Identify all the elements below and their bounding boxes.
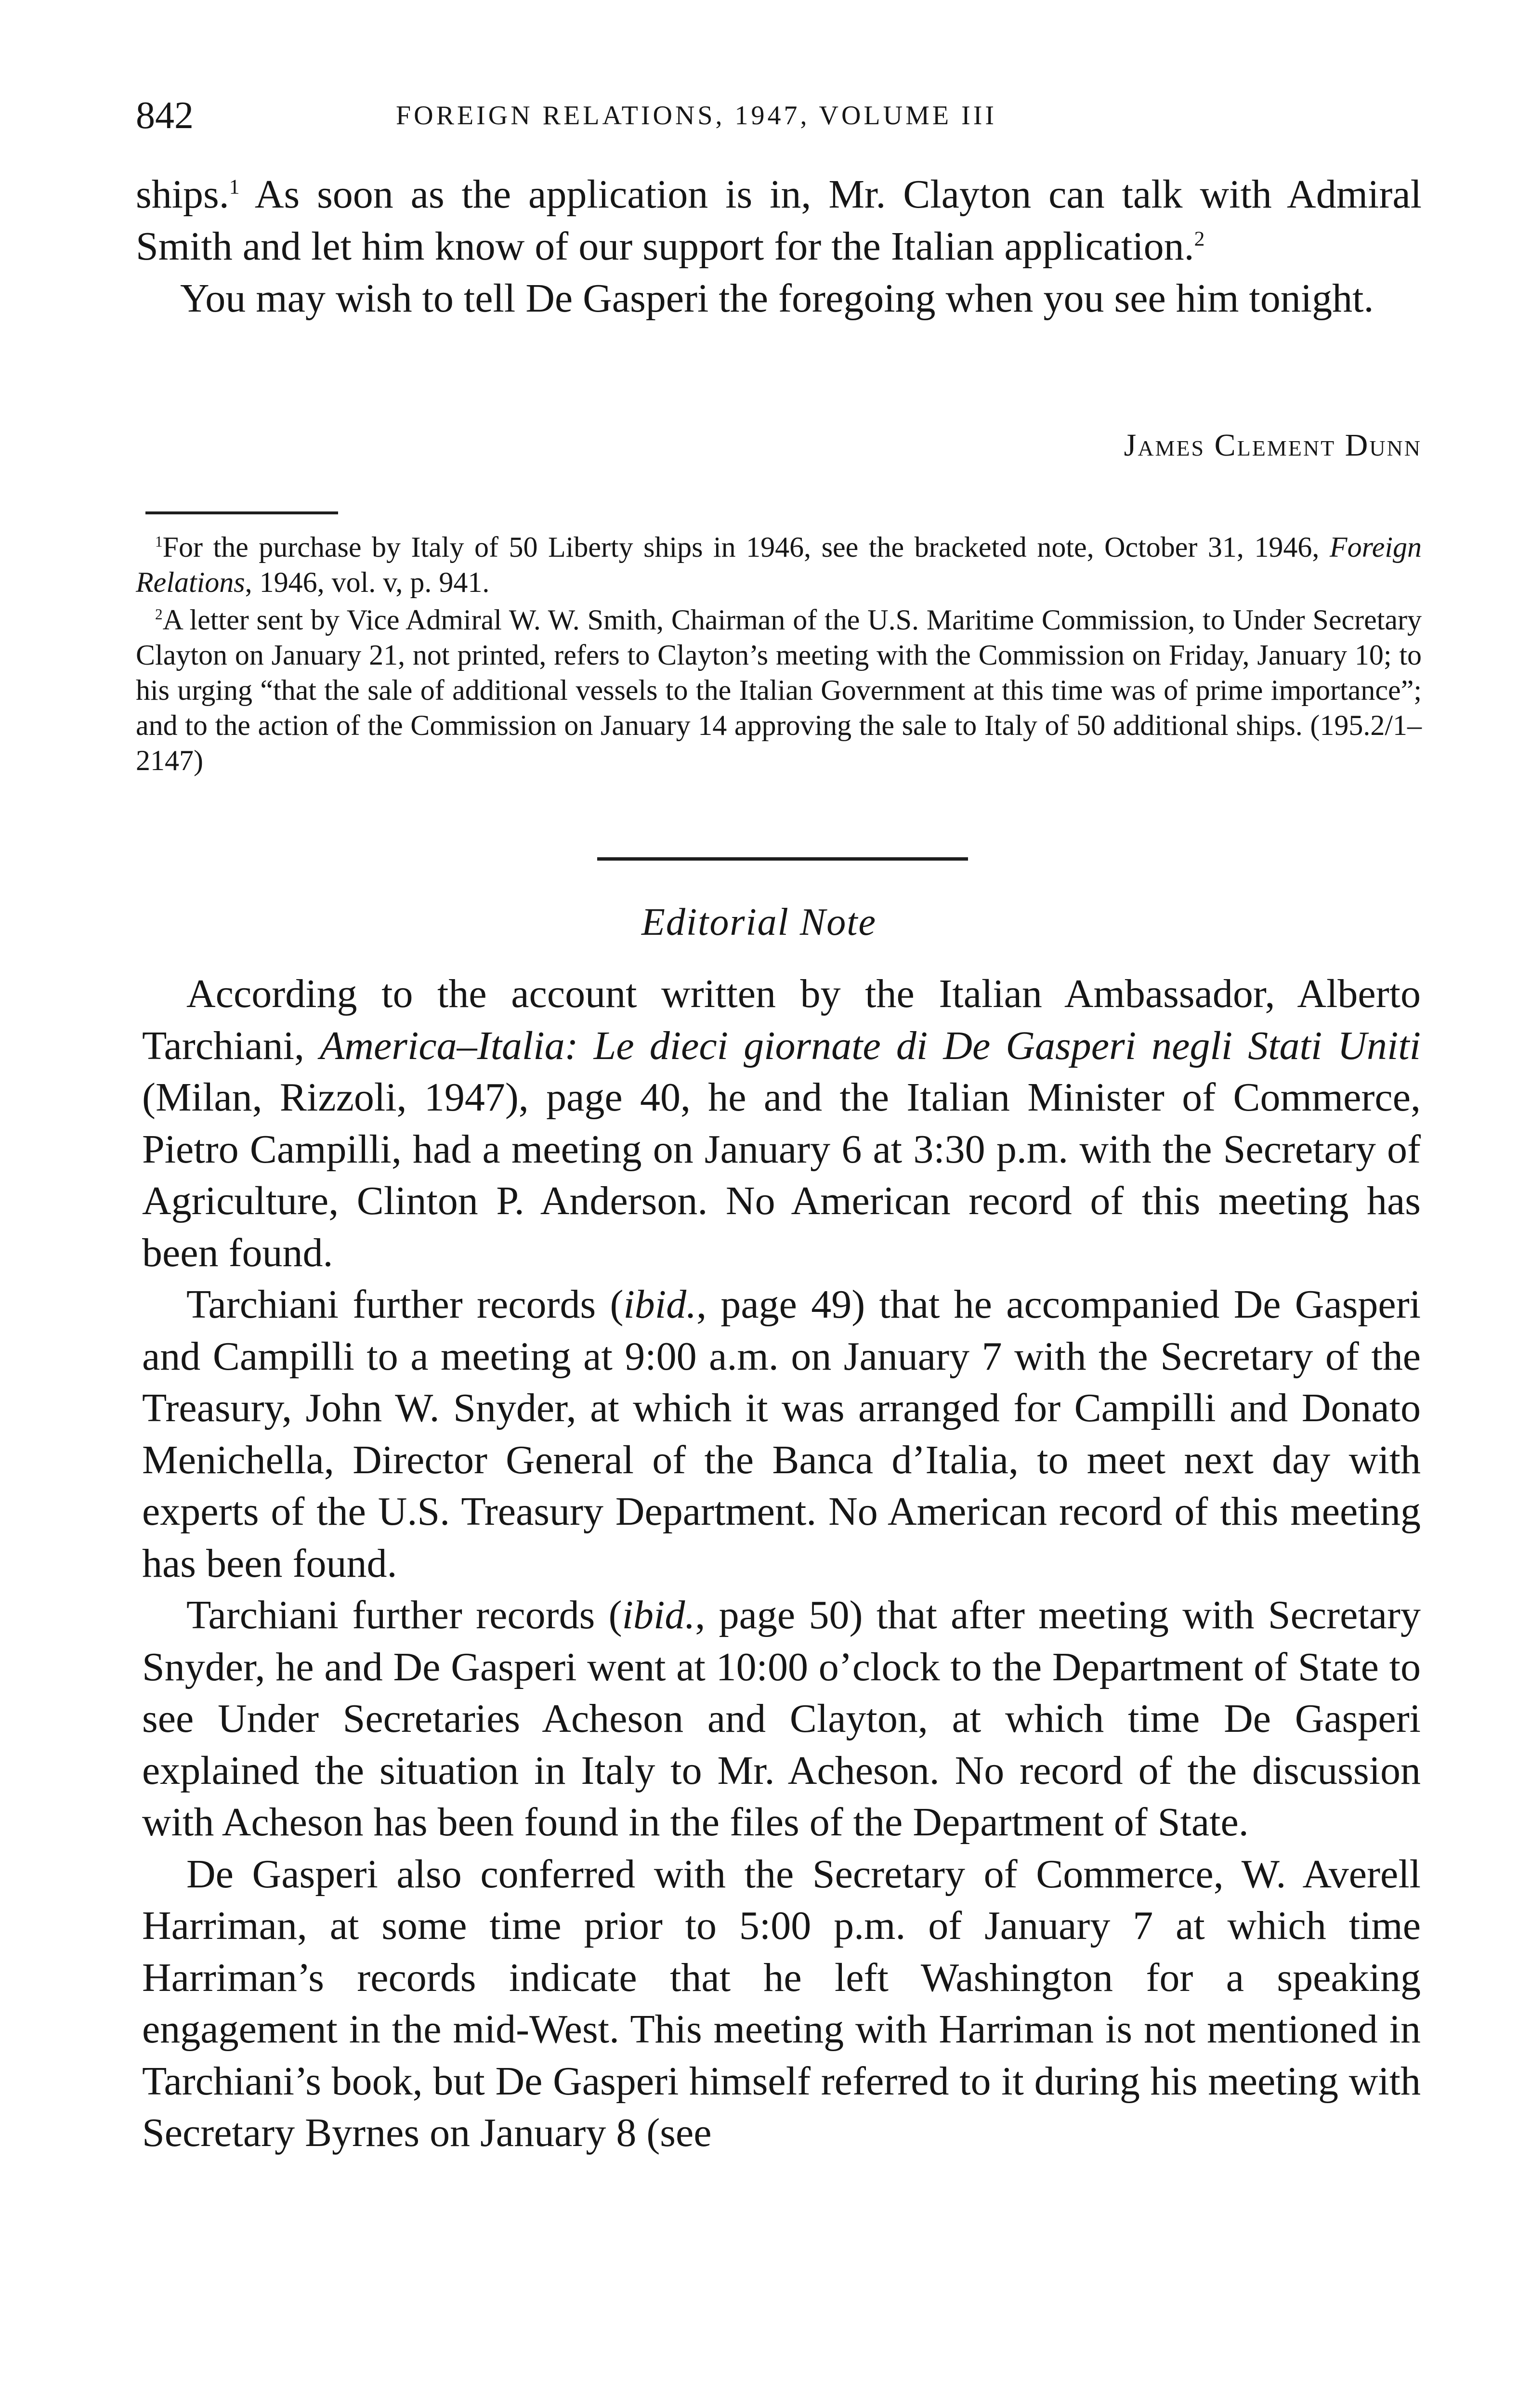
editorial-paragraph <box>142 968 1421 1279</box>
footnote-ref: 2 <box>1194 227 1205 250</box>
letter-text-segment: As soon as the application is in, Mr. Clayton can talk with Admiral Smith and let him know of our support for the Italian application. <box>136 172 1422 269</box>
page-number: 842 <box>136 94 194 137</box>
editorial-text-segment: (Milan, Rizzoli, 1947), page 40, he and the Italian Minister of Commerce, Pietro Campilli, had a meeting on January 6 at 3:30 p.m. with the Secretary of Agriculture, Clinton P. Anderson. No American record of this meeting has been found. <box>142 1075 1421 1275</box>
footnote-2 <box>136 602 1422 778</box>
running-head: FOREIGN RELATIONS, 1947, VOLUME III <box>396 101 997 131</box>
footnote-italic-title: Foreign Relations <box>136 531 1422 598</box>
footnote-1 <box>136 530 1422 600</box>
editorial-text-segment: , page 50) that after meeting with Secretary Snyder, he and De Gasperi went at 10:00 o’clock to the Department of State to see Under Secretaries Acheson and Clayton, at which time De Gasperi explained the situation in Italy to Mr. Acheson. No record of the discussion with Acheson has been found in the files of the Department of State. <box>142 1593 1421 1845</box>
editorial-text-segment: , page 49) that he accompanied De Gasperi and Campilli to a meeting at 9:00 a.m. on January 7 with the Secretary of the Treasury, John W. Snyder, at which it was arranged for Campilli and Donato Menichella, Director General of the Banca d’Italia, to meet next day with experts of the U.S. Treasury Department. No American record of this meeting has been found. <box>142 1282 1421 1586</box>
footnote-marker: 2 <box>155 606 163 623</box>
book-title: America–Italia: Le dieci giornate di De Gasperi negli Stati Uniti <box>320 1023 1421 1068</box>
editorial-paragraph: De Gasperi also conferred with the Secretary of Commerce, W. Averell Harriman, at some time prior to 5:00 p.m. of January 7 at which time Harriman’s records indicate that he left Washington for a speaking engagement in the mid-West. This meeting with Harriman is not mentioned in Tarchiani’s book, but De Gasperi himself referred to it during his meeting with Secretary Byrnes on January 8 (see <box>142 1851 1421 2155</box>
footnote-text: A letter sent by Vice Admiral W. W. Smith, Chairman of the U.S. Maritime Commission, to Under Secretary Clayton on January 21, not printed, refers to Clayton’s meeting with the Commission on Friday, January 10; to his urging “that the sale of additional vessels to the Italian Government at this time was of prime importance”; and to the action of the Commission on January 14 approving the sale to Italy of 50 additional ships. (195.2/1–2147) <box>136 604 1422 776</box>
editorial-paragraph <box>142 1279 1421 1589</box>
footnote-text: , 1946, vol. v, p. 941. <box>245 566 490 598</box>
editorial-paragraph <box>142 1589 1421 1848</box>
editorial-text-segment: According to the account written by the Italian Ambassador, Alberto Tarchiani, <box>142 971 1421 1068</box>
section-separator <box>597 857 968 861</box>
editorial-note-title: Editorial Note <box>641 901 877 943</box>
page-header <box>136 89 1424 142</box>
letter-text <box>136 169 1422 463</box>
footnotes <box>136 530 1422 781</box>
editorial-text-segment: Tarchiani further records ( <box>186 1593 622 1637</box>
letter-text-segment: ships. <box>136 172 229 217</box>
editorial-note-body <box>142 968 1421 2159</box>
editorial-text-segment: Tarchiani further records ( <box>186 1282 624 1327</box>
footnote-text: For the purchase by Italy of 50 Liberty ships in 1946, see the bracketed note, October 31, 1946, <box>162 531 1330 563</box>
signature: James Clement Dunn <box>1124 428 1422 463</box>
footnote-rule <box>145 511 338 514</box>
ibid-citation: ibid. <box>623 1282 697 1327</box>
footnote-ref: 1 <box>229 175 240 198</box>
ibid-citation: ibid. <box>622 1593 695 1637</box>
letter-paragraph <box>136 169 1422 273</box>
letter-paragraph: You may wish to tell De Gasperi the foregoing when you see him tonight. <box>180 276 1374 321</box>
footnote-marker: 1 <box>155 533 163 550</box>
